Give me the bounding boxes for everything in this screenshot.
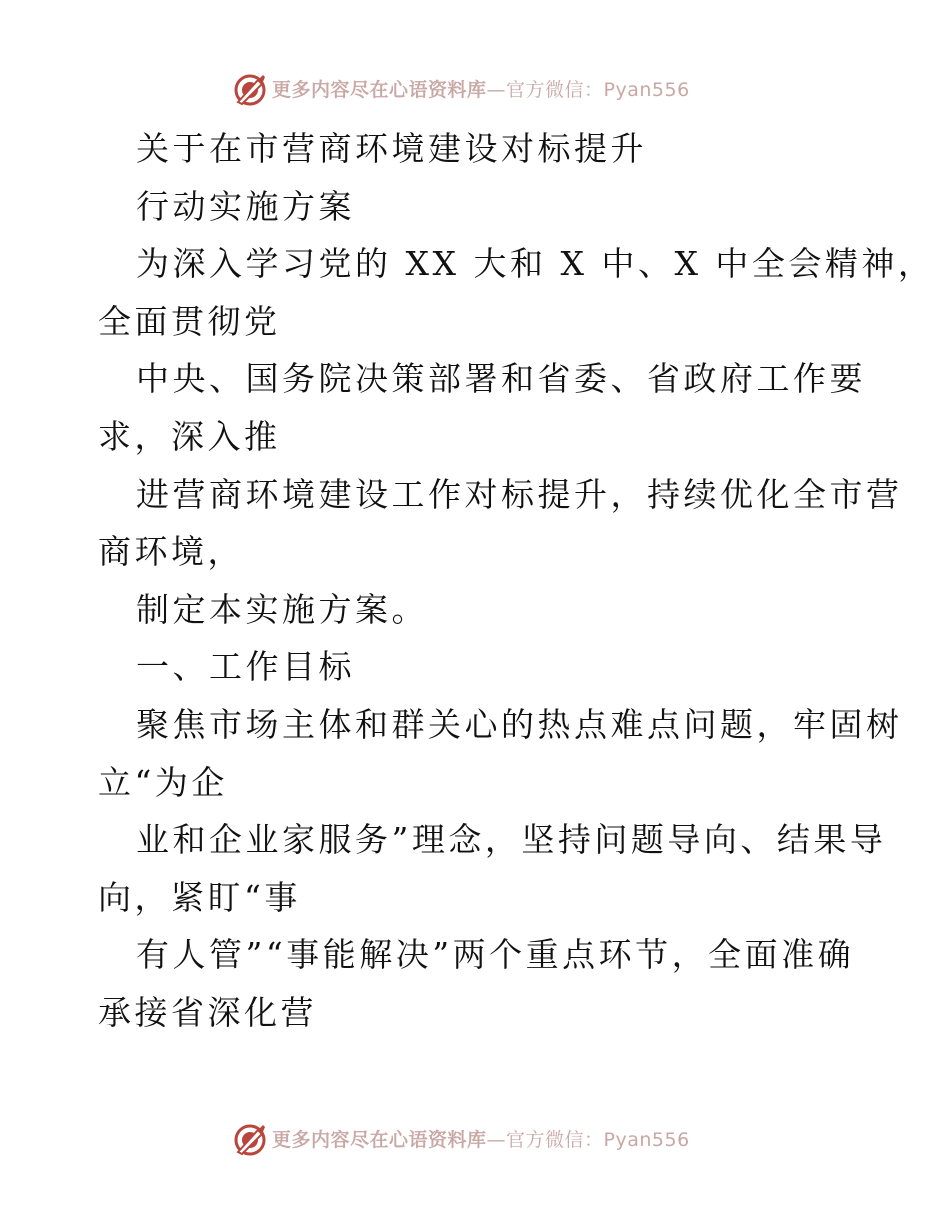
document-line: 一、工作目标 <box>136 647 355 687</box>
document-line: 求，深入推 <box>98 416 281 456</box>
watermark-wechat: 官方微信：Pyan556 <box>506 78 690 101</box>
watermark-separator: — <box>486 78 507 101</box>
pen-logo-icon <box>232 72 268 108</box>
watermark-separator: — <box>486 1128 507 1151</box>
document-line: 关于在市营商环境建设对标提升 <box>136 129 647 168</box>
watermark-footer <box>232 1120 690 1160</box>
document-line: 全面贯彻党 <box>98 301 281 341</box>
watermark-brand: 更多内容尽在心语资料库 <box>272 78 487 101</box>
document-line: 制定本实施方案。 <box>136 589 428 629</box>
document-line: 业和企业家服务”理念，坚持问题导向、结果导 <box>136 820 887 860</box>
document-body <box>98 120 935 1042</box>
pen-logo-icon <box>232 1122 268 1158</box>
document-line: 为深入学习党的 XX 大和 X 中、X 中全会精神， <box>136 244 935 284</box>
document-line: 向，紧盯“事 <box>98 877 301 917</box>
document-line: 聚焦市场主体和群关心的热点难点问题，牢固树 <box>136 704 903 744</box>
document-line: 中央、国务院决策部署和省委、省政府工作要 <box>136 359 866 399</box>
document-line: 商环境， <box>98 532 244 572</box>
document-line: 行动实施方案 <box>136 186 355 226</box>
watermark-brand: 更多内容尽在心语资料库 <box>272 1128 487 1151</box>
document-line: 承接省深化营 <box>98 992 317 1032</box>
document-line: 进营商环境建设工作对标提升，持续优化全市营 <box>136 474 903 514</box>
watermark-header <box>232 70 690 110</box>
document-line: 立“为企 <box>98 762 228 802</box>
document-line: 有人管”“事能解决”两个重点环节，全面准确 <box>136 935 855 975</box>
watermark-wechat: 官方微信：Pyan556 <box>506 1128 690 1151</box>
